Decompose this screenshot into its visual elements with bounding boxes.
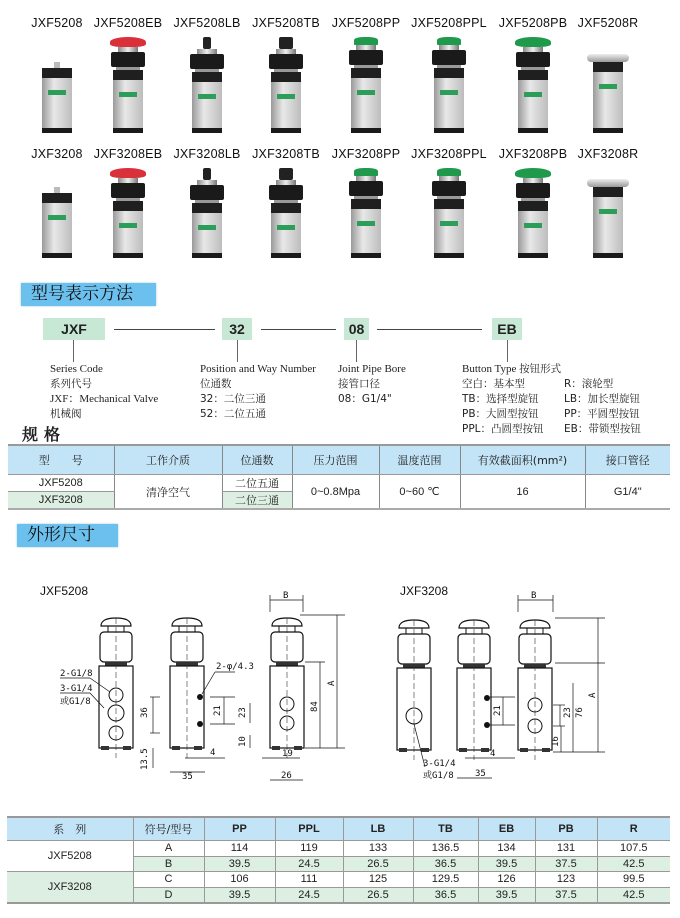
- spec-header: 工作介质: [114, 445, 222, 475]
- dim-label: A: [588, 692, 598, 698]
- dim-label: 23: [238, 707, 248, 718]
- product-image: [192, 37, 222, 133]
- roller-icon: [587, 179, 629, 187]
- dim-symbol: B: [133, 856, 204, 872]
- product-label: JXF3208PP: [331, 147, 401, 161]
- valve-body: [518, 211, 548, 253]
- drawing-jxf5208: [40, 584, 345, 782]
- code-box-position: 32: [222, 318, 252, 340]
- spec-header: 压力范围: [292, 445, 379, 475]
- dim-value: 26.5: [343, 856, 413, 872]
- dim-value: 119: [275, 841, 343, 857]
- valve-body: [434, 78, 464, 128]
- spec-header: 位通数: [222, 445, 292, 475]
- valve-body: [271, 213, 301, 253]
- dim-label: 84: [310, 701, 320, 712]
- button-cap-icon: [110, 37, 146, 47]
- valve-body: [593, 197, 623, 253]
- dim-label: 21: [213, 705, 223, 716]
- product-image: [518, 37, 548, 133]
- label-port: 或G1/8: [423, 771, 454, 781]
- spec-header: 接口管径: [585, 445, 670, 475]
- desc-series-en: Series Code: [50, 363, 103, 375]
- dim-label: B: [531, 591, 537, 601]
- dim-value: 24.5: [275, 887, 343, 903]
- button-cap-icon: [437, 37, 461, 45]
- dim-label: 10: [238, 736, 248, 747]
- product-label: JXF3208R: [577, 147, 639, 161]
- product-image: [351, 37, 381, 133]
- product-label: JXF3208PB: [498, 147, 568, 161]
- desc-series: [50, 362, 158, 422]
- dim-value: 133: [343, 841, 413, 857]
- product-label: JXF5208R: [577, 16, 639, 30]
- desc-bore-cn: 接管口径: [338, 378, 380, 390]
- dim-label: 35: [182, 772, 193, 782]
- dim-value: 125: [343, 872, 413, 888]
- dim-value: 26.5: [343, 887, 413, 903]
- dim-value: 39.5: [204, 856, 275, 872]
- dim-value: 42.5: [597, 856, 670, 872]
- spec-header: 温度范围: [379, 445, 460, 475]
- valve-body: [42, 203, 72, 253]
- drawing-jxf3208: [397, 584, 605, 781]
- desc-series-line1: JXF：Mechanical Valve: [50, 393, 159, 405]
- product-image: [518, 168, 548, 258]
- dim-value: 126: [478, 872, 535, 888]
- product-image: [434, 168, 464, 258]
- button-type-item: 空白：基本型: [462, 378, 525, 390]
- valve-body: [271, 82, 301, 128]
- product-label: JXF5208PB: [498, 16, 568, 30]
- dim-symbol: A: [133, 841, 204, 857]
- desc-position-line2: 52：二位五通: [200, 408, 266, 420]
- product-label: JXF5208EB: [93, 16, 163, 30]
- product-image: [113, 168, 143, 258]
- label-port: 3-G1/4: [60, 684, 93, 694]
- desc-series-cn: 系列代号: [50, 378, 92, 390]
- dim-value: 24.5: [275, 856, 343, 872]
- dim-value: 37.5: [535, 856, 597, 872]
- desc-position-en: Position and Way Number: [200, 363, 316, 375]
- spec-row: [8, 475, 670, 492]
- label-port: 或G1/8: [60, 697, 91, 707]
- section-header-model-code: 型号表示方法: [21, 283, 156, 306]
- spec-temperature: 0~60 ℃: [379, 475, 460, 510]
- dim-series: JXF3208: [7, 872, 133, 904]
- spec-position: 二位五通: [222, 475, 292, 492]
- dim-label: 16: [551, 736, 561, 747]
- button-type-item: PB：大圆型按钮: [462, 408, 539, 420]
- spec-position: 二位三通: [222, 492, 292, 510]
- dim-label: 36: [140, 707, 150, 718]
- pointer-line: [73, 340, 74, 362]
- knob-icon: [279, 168, 293, 180]
- connector-line: [377, 329, 482, 330]
- dim-header: PB: [535, 817, 597, 841]
- product-label: JXF5208TB: [252, 16, 320, 30]
- product-label: JXF3208: [31, 147, 83, 161]
- valve-body: [42, 78, 72, 128]
- spec-table: [8, 444, 670, 510]
- spec-area: 16: [460, 475, 585, 510]
- dim-series: JXF5208: [7, 841, 133, 872]
- label-port: 2-G1/8: [60, 669, 93, 679]
- dim-value: 39.5: [204, 887, 275, 903]
- product-label: JXF3208LB: [173, 147, 241, 161]
- button-type-item: PP：平圆型按钮: [564, 408, 640, 420]
- dim-header: TB: [413, 817, 478, 841]
- product-label: JXF3208EB: [93, 147, 163, 161]
- spec-header: 有效截面积(mm²): [460, 445, 585, 475]
- dim-value: 36.5: [413, 887, 478, 903]
- desc-position-cn: 位通数: [200, 378, 232, 390]
- dim-row: [7, 841, 670, 857]
- button-cap-icon: [110, 168, 146, 178]
- product-image: [42, 187, 72, 258]
- roller-icon: [587, 54, 629, 62]
- dim-value: 39.5: [478, 887, 535, 903]
- desc-position: [200, 362, 316, 422]
- code-box-bore: 08: [344, 318, 369, 340]
- drawing-title: JXF5208: [40, 584, 89, 598]
- code-box-button: EB: [492, 318, 522, 340]
- button-type-item: LB：加长型旋钮: [564, 393, 641, 405]
- valve-body: [351, 78, 381, 128]
- spec-medium: 清净空气: [114, 475, 222, 510]
- dim-value: 131: [535, 841, 597, 857]
- pointer-line: [507, 340, 508, 362]
- dim-label: B: [283, 591, 289, 601]
- desc-series-line2: 机械阀: [50, 408, 82, 420]
- spec-header-row: [8, 445, 670, 475]
- desc-bore: [338, 362, 406, 407]
- dimension-table: [7, 816, 670, 904]
- desc-button-cn: 按钮形式: [519, 363, 562, 375]
- product-image: [271, 37, 301, 133]
- valve-body: [593, 72, 623, 128]
- button-cap-icon: [354, 37, 378, 45]
- dim-value: 123: [535, 872, 597, 888]
- dim-label: 26: [281, 771, 292, 781]
- product-image: [113, 37, 143, 133]
- dim-label: 4: [490, 749, 496, 759]
- valve-body: [192, 213, 222, 253]
- knob-icon: [203, 37, 211, 49]
- desc-button-en: Button Type: [462, 363, 517, 375]
- dim-value: 39.5: [478, 856, 535, 872]
- dim-value: 134: [478, 841, 535, 857]
- product-image: [192, 168, 222, 258]
- dim-value: 106: [204, 872, 275, 888]
- dim-value: 42.5: [597, 887, 670, 903]
- dim-row: [7, 872, 670, 888]
- dim-header: R: [597, 817, 670, 841]
- button-type-item: TB：选择型旋钮: [462, 393, 539, 405]
- dim-label: 21: [493, 705, 503, 716]
- spec-header: 型 号: [8, 445, 114, 475]
- pointer-line: [237, 340, 238, 362]
- desc-position-line1: 32：二位三通: [200, 393, 266, 405]
- dim-label: 4: [210, 748, 216, 758]
- spec-model: JXF3208: [8, 492, 114, 510]
- product-label: JXF3208TB: [252, 147, 320, 161]
- label-hole: 2-φ/4.3: [216, 662, 254, 672]
- product-label: JXF5208LB: [173, 16, 241, 30]
- desc-bore-en: Joint Pipe Bore: [338, 363, 406, 375]
- button-type-item: R：滚轮型: [564, 378, 614, 390]
- dim-label: 23: [563, 707, 573, 718]
- valve-body: [192, 82, 222, 128]
- spec-port: G1/4": [585, 475, 670, 510]
- product-image: [434, 37, 464, 133]
- button-type-item: EB：带锁型按钮: [564, 423, 641, 435]
- dim-value: 114: [204, 841, 275, 857]
- label-port: 3-G1/4: [423, 759, 456, 769]
- button-type-item: PPL：凸圆型按钮: [462, 423, 544, 435]
- valve-body: [351, 209, 381, 253]
- button-cap-icon: [354, 168, 378, 176]
- product-image: [593, 179, 623, 258]
- valve-body: [113, 80, 143, 128]
- button-cap-icon: [437, 168, 461, 176]
- dim-label: A: [327, 680, 337, 686]
- product-image: [42, 62, 72, 133]
- valve-body: [518, 80, 548, 128]
- button-cap-icon: [515, 37, 551, 47]
- dim-symbol: C: [133, 872, 204, 888]
- valve-body: [113, 211, 143, 253]
- spec-title: 规格: [22, 425, 67, 444]
- desc-button: [462, 362, 641, 437]
- knob-icon: [279, 37, 293, 49]
- dim-label: 19: [282, 749, 293, 759]
- product-image: [351, 168, 381, 258]
- button-cap-icon: [515, 168, 551, 178]
- section-header-dimensions: 外形尺寸: [17, 524, 118, 547]
- product-image: [271, 168, 301, 258]
- code-box-series: JXF: [43, 318, 105, 340]
- dim-value: 99.5: [597, 872, 670, 888]
- dimension-drawings: [0, 570, 680, 805]
- product-label: JXF3208PPL: [411, 147, 487, 161]
- dim-value: 107.5: [597, 841, 670, 857]
- dim-header: PP: [204, 817, 275, 841]
- desc-bore-line1: 08：G1/4": [338, 393, 392, 405]
- product-label: JXF5208PPL: [411, 16, 487, 30]
- valve-body: [434, 209, 464, 253]
- product-label: JXF5208PP: [331, 16, 401, 30]
- dim-value: 36.5: [413, 856, 478, 872]
- product-label: JXF5208: [31, 16, 83, 30]
- dim-value: 111: [275, 872, 343, 888]
- dim-header: PPL: [275, 817, 343, 841]
- connector-line: [114, 329, 215, 330]
- dim-value: 136.5: [413, 841, 478, 857]
- product-image: [593, 54, 623, 133]
- dim-header-row: [7, 817, 670, 841]
- dim-label: 76: [575, 707, 585, 718]
- dim-symbol: D: [133, 887, 204, 903]
- dim-value: 37.5: [535, 887, 597, 903]
- dim-header: LB: [343, 817, 413, 841]
- spec-pressure: 0~0.8Mpa: [292, 475, 379, 510]
- spec-model: JXF5208: [8, 475, 114, 492]
- knob-icon: [203, 168, 211, 180]
- connector-line: [261, 329, 336, 330]
- dim-label: 13.5: [140, 748, 150, 770]
- pointer-line: [356, 340, 357, 362]
- drawing-title: JXF3208: [400, 584, 449, 598]
- dim-header: 系 列: [7, 817, 133, 841]
- dim-header: 符号/型号: [133, 817, 204, 841]
- dim-header: EB: [478, 817, 535, 841]
- dim-value: 129.5: [413, 872, 478, 888]
- dim-label: 35: [475, 769, 486, 779]
